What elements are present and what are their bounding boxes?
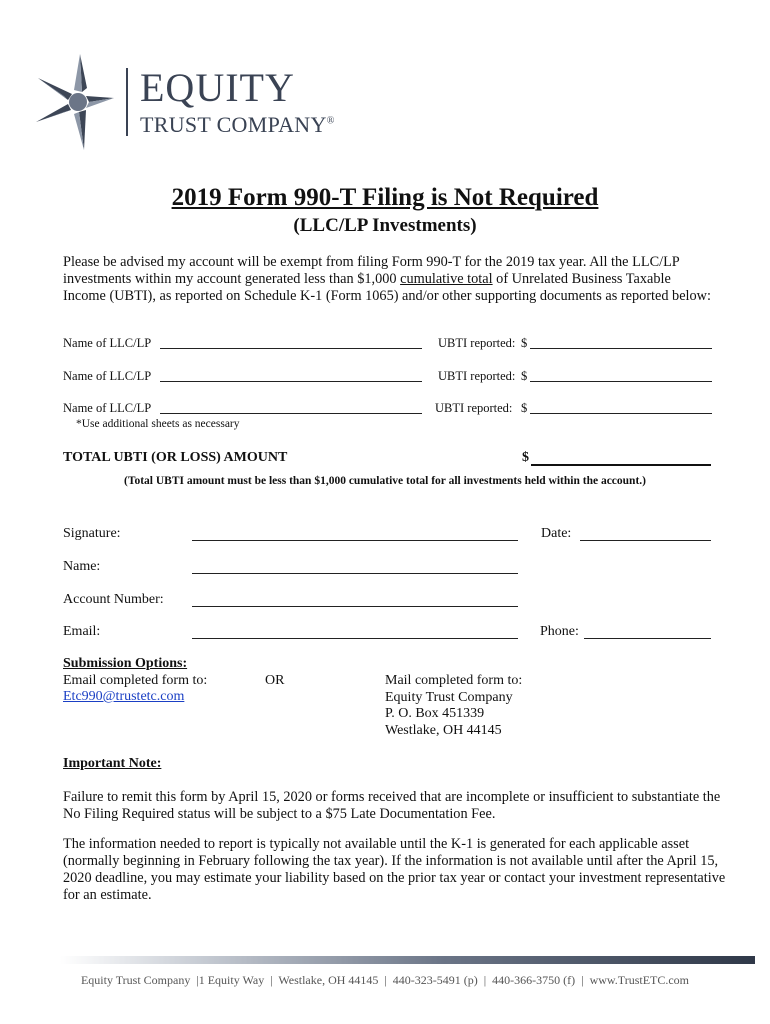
llc-name-field-2[interactable]: [160, 381, 422, 382]
or-label: OR: [265, 673, 285, 688]
mail-line: P. O. Box 451339: [385, 706, 485, 721]
footer-rule: [60, 956, 755, 964]
llc-name-label-2: Name of LLC/LP: [63, 369, 152, 383]
phone-label: Phone:: [540, 624, 579, 639]
llc-name-label-3: Name of LLC/LP: [63, 401, 152, 415]
phone-field[interactable]: [584, 638, 711, 639]
company-logo: [34, 52, 354, 152]
total-note: (Total UBTI amount must be less than $1,000 cumulative total for all investments held within the account.): [124, 475, 646, 487]
footer-contact: Equity Trust Company |1 Equity Way | Westlake, OH 44145 | 440-323-5491 (p) | 440-366-3750 (f) | www.TrustETC.com: [80, 973, 690, 987]
ubti-field-3[interactable]: [530, 413, 712, 414]
mail-line: Mail completed form to:: [385, 673, 523, 688]
mail-address-block: [385, 673, 522, 739]
llc-name-field-3[interactable]: [160, 413, 422, 414]
logo-divider: [126, 68, 128, 136]
email-label: Email:: [63, 624, 101, 639]
ubti-field-1[interactable]: [530, 348, 712, 349]
ubti-label-2: UBTI reported:: [438, 369, 516, 383]
name-field[interactable]: [192, 573, 518, 574]
llc-name-field-1[interactable]: [160, 348, 422, 349]
page-subtitle: (LLC/LP Investments): [293, 215, 477, 236]
important-paragraph-1: Failure to remit this form by April 15, 2020 or forms received that are incomplete or insufficient to substantiate the No Filing Required status will be subject to a $75 Late Documentation Fee.: [63, 789, 721, 822]
page-title: 2019 Form 990-T Filing is Not Required: [171, 184, 599, 211]
logo-text-equity: EQUITY: [140, 65, 295, 110]
submission-email-link[interactable]: Etc990@trustetc.com: [63, 689, 185, 704]
total-ubti-label: TOTAL UBTI (OR LOSS) AMOUNT: [63, 450, 288, 465]
mail-line: Westlake, OH 44145: [385, 722, 502, 738]
total-ubti-field[interactable]: [531, 464, 711, 466]
additional-sheets-note: *Use additional sheets as necessary: [76, 418, 240, 430]
name-label: Name:: [63, 559, 101, 574]
email-field[interactable]: [192, 638, 518, 639]
ubti-label-1: UBTI reported:: [438, 336, 516, 350]
signature-field[interactable]: [192, 540, 518, 541]
signature-label: Signature:: [63, 526, 121, 541]
logo-text-trust-company: TRUST COMPANY®: [140, 112, 335, 137]
date-label: Date:: [541, 526, 572, 541]
account-number-label: Account Number:: [63, 592, 164, 607]
mail-line: Equity Trust Company: [385, 689, 513, 705]
currency-2: $: [521, 369, 528, 383]
submission-heading: Submission Options:: [63, 656, 188, 671]
important-heading: Important Note:: [63, 756, 162, 771]
account-number-field[interactable]: [192, 606, 518, 607]
ubti-field-2[interactable]: [530, 381, 712, 382]
important-paragraph-2: The information needed to report is typically not available until the K-1 is generated for each applicable asset (normally beginning in February following the tax year). If the information is not available until after the April 15, 2020 deadline, you may estimate your liability based on the prior tax year or contact your investment representative for an estimate.: [63, 836, 726, 903]
llc-name-label-1: Name of LLC/LP: [63, 336, 152, 350]
currency-3: $: [521, 401, 528, 415]
email-submission-label: Email completed form to:: [63, 673, 208, 688]
ubti-label-3: UBTI reported:: [435, 401, 513, 415]
currency-1: $: [521, 336, 528, 350]
intro-paragraph: Please be advised my account will be exempt from filing Form 990-T for the 2019 tax year. All the LLC/LP investments within my account generated less than $1,000 cumulative total of Unrelated Business Taxable Income (UBTI), as reported on Schedule K-1 (Form 1065) and/or other supporting documents as reported below:: [63, 254, 711, 304]
star-icon: [34, 52, 116, 152]
total-currency: $: [522, 450, 529, 465]
date-field[interactable]: [580, 540, 711, 541]
